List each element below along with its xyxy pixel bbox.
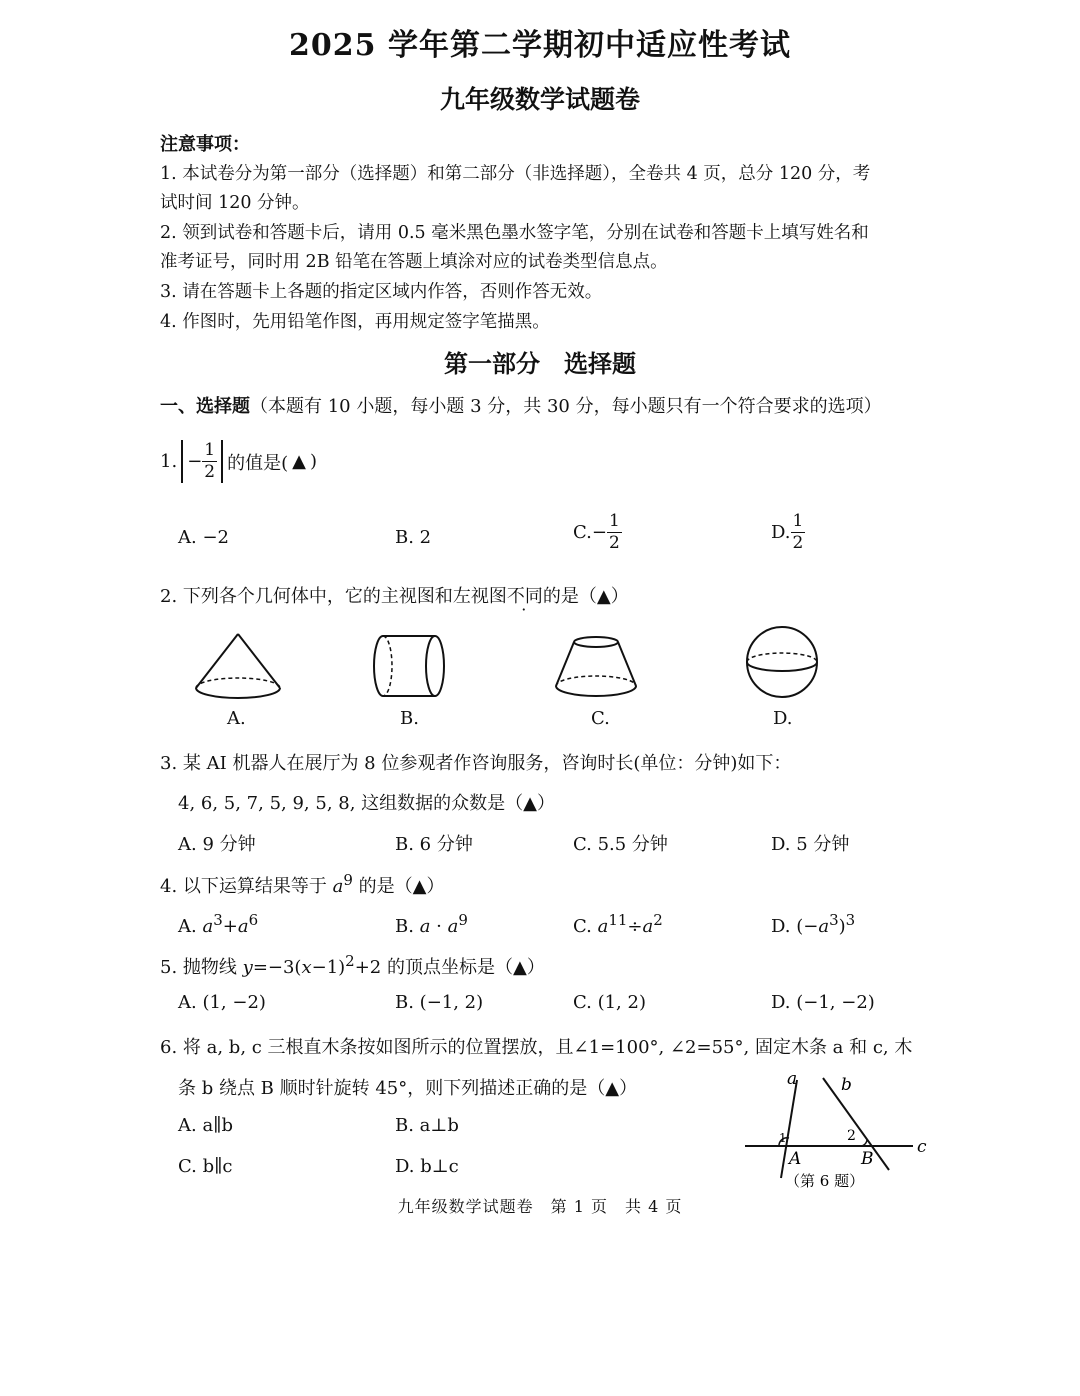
q3-close: ） <box>537 793 556 814</box>
q5-after: −1) <box>311 957 346 978</box>
notice-line: 1. 本试卷分为第一部分（选择题）和第二部分（非选择题），全卷共 4 页，总分 120 分，考 <box>160 164 871 184</box>
question-4 <box>160 871 445 898</box>
question-6-line-1: 6. 将 a, b, c 三根直木条按如图所示的位置摆放，且∠1=100°, ∠2=55°, 固定木条 a 和 c, 木 <box>160 1037 913 1058</box>
q1-option-d <box>771 513 805 552</box>
question-3-line-1: 3. 某 AI 机器人在展厅为 8 位参观者作咨询服务，咨询时长(单位：分钟)如下： <box>160 753 792 774</box>
q1-denominator: 2 <box>204 462 216 482</box>
q4-option-b <box>395 911 468 937</box>
q1-option-d-denominator: 2 <box>792 533 804 553</box>
q5-option-a: A. (1, −2) <box>178 992 266 1013</box>
q1-close: ) <box>309 451 318 472</box>
q4-option-d <box>771 911 855 937</box>
q4-option-a-op: + <box>222 916 238 937</box>
q5-option-d: D. (−1, −2) <box>771 992 875 1013</box>
q4-option-b-op: · <box>436 916 442 937</box>
q4-option-d-exp-2: 3 <box>845 911 856 929</box>
notice-line: 试时间 120 分钟。 <box>160 193 310 213</box>
q4-option-d-label: D. ( <box>771 916 804 937</box>
q4-option-a-label: A. <box>178 916 197 937</box>
sphere-icon <box>744 626 824 702</box>
q3-option-c: C. 5.5 分钟 <box>573 834 668 855</box>
q2-close: ） <box>610 586 629 607</box>
solid-label-b: B. <box>400 708 419 729</box>
q3-line2-text: 4, 6, 5, 7, 5, 9, 5, 8, 这组数据的众数是（ <box>178 793 524 814</box>
q4-option-d-exp-1: 3 <box>829 911 839 929</box>
q4-option-d-close: ) <box>838 916 846 937</box>
q4-option-a-base-1: a <box>202 916 214 937</box>
solid-label-d: D. <box>773 708 793 729</box>
notice-line: 4. 作图时，先用铅笔作图，再用规定签字笔描黑。 <box>160 312 550 332</box>
line-b <box>823 1078 889 1170</box>
q5-tail: +2 的顶点坐标是（ <box>354 957 513 978</box>
q4-option-b-exp-2: 9 <box>458 911 468 929</box>
section-intro <box>160 392 882 418</box>
q1-option-d-numerator: 1 <box>792 511 804 531</box>
q5-option-b: B. (−1, 2) <box>395 992 484 1013</box>
label-angle-1: 1 <box>779 1131 787 1145</box>
absolute-value-expression <box>181 440 223 483</box>
answer-mark: ▲ <box>605 1078 620 1099</box>
q4-var: a <box>332 876 344 897</box>
q5-exp: 2 <box>345 952 355 970</box>
q3-option-a: A. 9 分钟 <box>178 834 256 855</box>
question-5 <box>160 952 545 979</box>
answer-mark: ▲ <box>523 793 538 814</box>
label-point-b: B <box>861 1149 874 1169</box>
q6-option-c: C. b∥c <box>178 1156 233 1177</box>
notice-line: 准考证号，同时用 2B 铅笔在答题上填涂对应的试卷类型信息点。 <box>160 252 668 272</box>
q2-text-before: 2. 下列各个几何体中，它的主视图和左视图 <box>160 586 507 607</box>
q1-minus: − <box>187 451 203 472</box>
question-2 <box>160 582 629 608</box>
notice-heading: 注意事项： <box>160 134 250 155</box>
q1-numerator: 1 <box>204 440 216 460</box>
q5-mid: =−3( <box>252 957 302 978</box>
q4-option-d-base: a <box>818 916 830 937</box>
q5-option-c: C. (1, 2) <box>573 992 646 1013</box>
q4-option-c-base-1: a <box>597 916 609 937</box>
q4-option-b-label: B. <box>395 916 414 937</box>
q1-option-a: A. −2 <box>178 527 229 548</box>
answer-mark: ▲ <box>512 957 527 978</box>
q6-option-d: D. b⊥c <box>395 1156 459 1177</box>
q1-fraction <box>202 442 217 481</box>
cone-icon <box>190 630 290 700</box>
q1-option-c-fraction <box>607 513 622 552</box>
q4-option-c-label: C. <box>573 916 592 937</box>
q1-text: 的值是( <box>227 452 289 474</box>
label-b: b <box>841 1075 852 1095</box>
q4-option-b-base-2: a <box>447 916 459 937</box>
q6-option-a: A. a∥b <box>178 1115 234 1136</box>
cylinder-icon <box>370 632 450 702</box>
notice-line: 2. 领到试卷和答题卡后，请用 0.5 毫米黑色墨水签字笔，分别在试卷和答题卡上填写姓名和 <box>160 223 869 243</box>
q6-figure <box>745 1069 935 1194</box>
notice-line: 3. 请在答题卡上各题的指定区域内作答，否则作答无效。 <box>160 282 603 302</box>
q4-option-a <box>178 911 258 937</box>
label-point-a: A <box>789 1149 802 1169</box>
section-title: 第一部分 选择题 <box>444 349 636 378</box>
q5-close: ） <box>526 957 545 978</box>
q4-option-c-base-2: a <box>642 916 654 937</box>
solid-label-a: A. <box>227 708 246 729</box>
answer-mark: ▲ <box>412 876 427 897</box>
q4-option-b-base-1: a <box>419 916 431 937</box>
answer-mark: ▲ <box>292 451 306 472</box>
q2-emphasis: 不同 <box>506 586 543 607</box>
q6-close: ） <box>619 1078 638 1099</box>
page-footer: 九年级数学试题卷 第 1 页 共 4 页 <box>397 1197 683 1216</box>
q5-x: x <box>301 957 312 978</box>
label-c: c <box>917 1137 927 1157</box>
label-a: a <box>787 1069 798 1089</box>
q1-option-c-prefix: C.− <box>573 522 607 543</box>
q3-option-b: B. 6 分钟 <box>395 834 473 855</box>
q4-option-a-base-2: a <box>237 916 249 937</box>
question-3-line-2 <box>178 789 555 815</box>
q6-option-b: B. a⊥b <box>395 1115 459 1136</box>
q1-option-c <box>573 513 622 552</box>
q1-option-c-denominator: 2 <box>608 533 620 553</box>
figure-caption: （第 6 题） <box>785 1172 865 1190</box>
q1-option-d-prefix: D. <box>771 522 791 543</box>
q1-option-b: B. 2 <box>395 527 432 548</box>
q4-option-c-op: ÷ <box>627 916 643 937</box>
q6-line2-text: 条 b 绕点 B 顺时针旋转 45°，则下列描述正确的是（ <box>178 1078 606 1099</box>
q1-option-c-numerator: 1 <box>608 511 620 531</box>
q5-y: y <box>242 957 253 978</box>
q1-number: 1. <box>160 451 178 472</box>
exam-subtitle: 九年级数学试题卷 <box>439 85 640 114</box>
question-1 <box>160 440 317 483</box>
answer-mark: ▲ <box>596 586 611 607</box>
q3-option-d: D. 5 分钟 <box>771 834 850 855</box>
q4-option-a-exp-1: 3 <box>213 911 223 929</box>
exam-title: 2025 学年第二学期初中适应性考试 <box>289 28 791 63</box>
q4-close: ） <box>426 876 445 897</box>
q4-text-after: 的是（ <box>358 876 413 897</box>
frustum-icon <box>552 634 642 704</box>
q4-option-a-exp-2: 6 <box>248 911 259 929</box>
q1-option-d-fraction <box>791 513 806 552</box>
q2-text-after: 的是（ <box>542 586 597 607</box>
section-intro-text: （本题有 10 小题，每小题 3 分，共 30 分，每小题只有一个符合要求的选项） <box>250 396 882 417</box>
q4-option-c <box>573 911 663 937</box>
q4-option-c-exp-2: 2 <box>653 911 663 929</box>
q5-text-before: 5. 抛物线 <box>160 957 237 978</box>
section-intro-label: 一、选择题 <box>160 396 250 417</box>
solid-label-c: C. <box>591 708 610 729</box>
q4-exp: 9 <box>343 871 353 889</box>
label-angle-2: 2 <box>847 1128 856 1144</box>
question-6-line-2 <box>178 1074 637 1100</box>
q4-option-d-minus: − <box>803 916 819 937</box>
q4-option-c-exp-1: 11 <box>608 911 628 929</box>
q4-text-before: 4. 以下运算结果等于 <box>160 876 327 897</box>
